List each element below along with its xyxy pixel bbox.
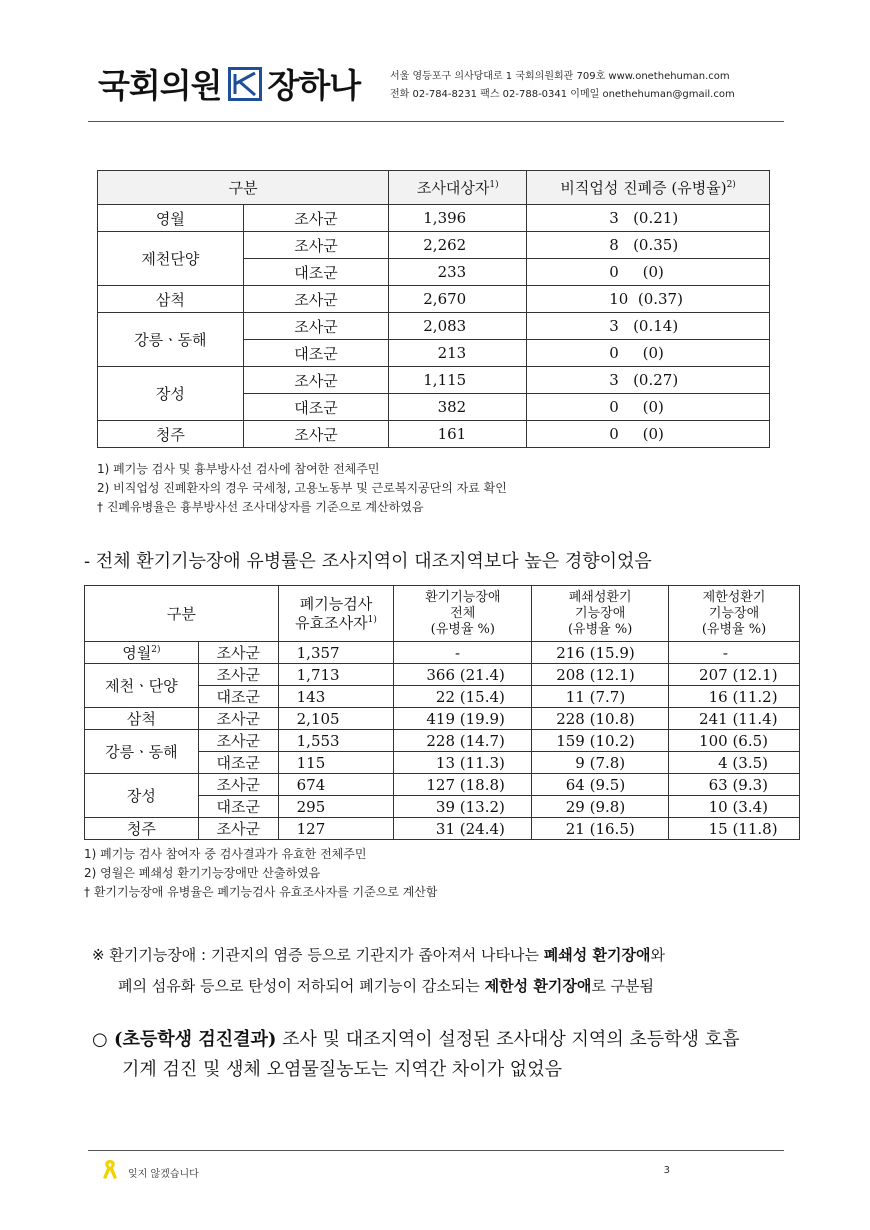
header-valid-subjects: 폐기능검사 유효조사자$^{1)}$ (278, 586, 394, 642)
total-cell: 39 (13.2) (394, 796, 532, 818)
count-cell: 2,670 (389, 286, 527, 313)
table1-footnotes (97, 460, 507, 517)
valid-cell: 2,105 (278, 708, 394, 730)
prevalence-cell: 8 (0.35) (527, 232, 770, 259)
ventilation-table (84, 585, 800, 840)
obstructive-cell: 29 (9.8) (532, 796, 669, 818)
group-cell: 조사군 (198, 730, 278, 752)
table-row (85, 708, 800, 730)
total-cell: 419 (19.9) (394, 708, 532, 730)
region-cell: 영월$^{2)}$ (85, 642, 199, 664)
prevalence-cell: 3 (0.21) (527, 205, 770, 232)
region-cell: 제천ㆍ단양 (85, 664, 199, 708)
group-cell: 조사군 (243, 367, 389, 394)
valid-cell: 1,357 (278, 642, 394, 664)
group-cell: 조사군 (198, 642, 278, 664)
logo-text-right: 장하나 (267, 66, 361, 105)
restrictive-cell: 16 (11.2) (669, 686, 800, 708)
count-cell: 1,115 (389, 367, 527, 394)
header-obstructive: 폐쇄성환기 기능장애 (유병율 %) (532, 586, 669, 642)
region-cell: 제천단양 (98, 232, 244, 286)
region-cell: 장성 (98, 367, 244, 421)
group-cell: 조사군 (198, 664, 278, 686)
prevalence-cell: 0 (0) (527, 394, 770, 421)
group-cell: 조사군 (198, 818, 278, 840)
group-cell: 대조군 (243, 340, 389, 367)
region-cell: 삼척 (98, 286, 244, 313)
restrictive-cell: - (669, 642, 800, 664)
obstructive-cell: 9 (7.8) (532, 752, 669, 774)
group-cell: 조사군 (243, 313, 389, 340)
group-cell: 대조군 (243, 394, 389, 421)
table-header-row (98, 171, 770, 205)
restrictive-cell: 241 (11.4) (669, 708, 800, 730)
count-cell: 1,396 (389, 205, 527, 232)
header-total: 환기기능장애 전체 (유병율 %) (394, 586, 532, 642)
valid-cell: 1,553 (278, 730, 394, 752)
footer-divider (88, 1150, 784, 1151)
table-row (85, 774, 800, 796)
obstructive-cell: 64 (9.5) (532, 774, 669, 796)
logo (98, 60, 360, 107)
header-category: 구분 (85, 586, 279, 642)
table-row (98, 286, 770, 313)
footnote: † 환기기능장애 유병율은 폐기능검사 유효조사자를 기준으로 계산함 (84, 885, 438, 899)
count-cell: 2,083 (389, 313, 527, 340)
restrictive-cell: 15 (11.8) (669, 818, 800, 840)
pneumoconiosis-table (97, 170, 770, 448)
restrictive-cell: 10 (3.4) (669, 796, 800, 818)
total-cell: 127 (18.8) (394, 774, 532, 796)
count-cell: 2,262 (389, 232, 527, 259)
valid-cell: 127 (278, 818, 394, 840)
summary-line: - 전체 환기기능장애 유병률은 조사지역이 대조지역보다 높은 경향이었음 (84, 551, 652, 572)
letterhead (98, 58, 788, 114)
paragraph-heading: (초등학생 검진결과) (107, 1029, 277, 1050)
restrictive-cell: 100 (6.5) (669, 730, 800, 752)
obstructive-cell: 21 (16.5) (532, 818, 669, 840)
prevalence-cell: 0 (0) (527, 421, 770, 448)
footnote: † 진폐유병율은 흉부방사선 조사대상자를 기준으로 계산하였음 (97, 500, 424, 514)
header-divider (88, 121, 784, 122)
valid-cell: 674 (278, 774, 394, 796)
table-row (85, 730, 800, 752)
table-row (85, 664, 800, 686)
count-cell: 382 (389, 394, 527, 421)
table-row (98, 367, 770, 394)
valid-cell: 1,713 (278, 664, 394, 686)
region-cell: 청주 (85, 818, 199, 840)
total-cell: 228 (14.7) (394, 730, 532, 752)
prevalence-cell: 10 (0.37) (527, 286, 770, 313)
obstructive-cell: 11 (7.7) (532, 686, 669, 708)
phone-line: 전화 02-784-8231 팩스 02-788-0341 이메일 onethehuman@gmail.com (390, 89, 735, 100)
header-category: 구분 (98, 171, 389, 205)
region-cell: 강릉ㆍ동해 (98, 313, 244, 367)
obstructive-cell: 159 (10.2) (532, 730, 669, 752)
group-cell: 조사군 (198, 774, 278, 796)
group-cell: 조사군 (243, 232, 389, 259)
header-restrictive: 제한성환기 기능장애 (유병율 %) (669, 586, 800, 642)
obstructive-cell: 216 (15.9) (532, 642, 669, 664)
reference-mark: ※ (92, 946, 105, 964)
restrictive-cell: 4 (3.5) (669, 752, 800, 774)
yellow-ribbon-icon (100, 1158, 120, 1183)
region-cell: 강릉ㆍ동해 (85, 730, 199, 774)
count-cell: 161 (389, 421, 527, 448)
prevalence-cell: 3 (0.27) (527, 367, 770, 394)
table-row (98, 421, 770, 448)
table-row (98, 205, 770, 232)
group-cell: 대조군 (243, 259, 389, 286)
page-number: 3 (663, 1165, 670, 1176)
total-cell: 13 (11.3) (394, 752, 532, 774)
region-cell: 삼척 (85, 708, 199, 730)
group-cell: 대조군 (198, 796, 278, 818)
region-cell: 장성 (85, 774, 199, 818)
group-cell: 조사군 (243, 421, 389, 448)
group-cell: 조사군 (243, 286, 389, 313)
elementary-results-paragraph: ○ (초등학생 검진결과) 조사 및 대조지역이 설정된 조사대상 지역의 초등학생 호흡 기계 검진 및 생체 오염물질농도는 지역간 차이가 없었음 (92, 1029, 740, 1080)
group-cell: 대조군 (198, 752, 278, 774)
contact-info (390, 68, 735, 104)
prevalence-cell: 3 (0.14) (527, 313, 770, 340)
count-cell: 213 (389, 340, 527, 367)
footer-slogan: 잊지 않겠습니다 (128, 1169, 199, 1180)
prevalence-cell: 0 (0) (527, 340, 770, 367)
restrictive-cell: 63 (9.3) (669, 774, 800, 796)
footnote: 1) 폐기능 검사 및 흉부방사선 검사에 참여한 전체주민 (97, 462, 380, 476)
total-cell: - (394, 642, 532, 664)
logo-text-left: 국회의원 (98, 66, 222, 105)
restrictive-term: 제한성 환기장애 (484, 977, 592, 995)
header-subjects: 조사대상자$^{1)}$ (389, 171, 527, 205)
total-cell: 31 (24.4) (394, 818, 532, 840)
obstructive-cell: 228 (10.8) (532, 708, 669, 730)
count-cell: 233 (389, 259, 527, 286)
definition-note: ※ 환기기능장애 : 기관지의 염증 등으로 기관지가 좁아져서 나타나는 폐쇄성 환기장애와 폐의 섬유화 등으로 탄성이 저하되어 폐기능이 감소되는 제한성 환기장애로 구분됨 (92, 946, 665, 995)
footnote: 2) 비직업성 진폐환자의 경우 국세청, 고용노동부 및 근로복지공단의 자료 확인 (97, 481, 507, 495)
region-cell: 청주 (98, 421, 244, 448)
restrictive-cell: 207 (12.1) (669, 664, 800, 686)
valid-cell: 143 (278, 686, 394, 708)
obstructive-cell: 208 (12.1) (532, 664, 669, 686)
region-cell: 영월 (98, 205, 244, 232)
table-row (85, 642, 800, 664)
group-cell: 조사군 (243, 205, 389, 232)
group-cell: 조사군 (198, 708, 278, 730)
checkbox-logo-icon (228, 67, 262, 101)
header-pneumoconiosis: 비직업성 진폐증 (유병율)$^{2)}$ (527, 171, 770, 205)
prevalence-cell: 0 (0) (527, 259, 770, 286)
table-row (98, 232, 770, 259)
table2-footnotes (84, 845, 437, 902)
total-cell: 366 (21.4) (394, 664, 532, 686)
bullet-circle: ○ (92, 1029, 108, 1050)
valid-cell: 295 (278, 796, 394, 818)
valid-cell: 115 (278, 752, 394, 774)
footnote: 2) 영월은 폐쇄성 환기기능장애만 산출하였음 (84, 866, 321, 880)
obstructive-term: 폐쇄성 환기장애 (543, 946, 651, 964)
address-line: 서울 영등포구 의사당대로 1 국회의원회관 709호 www.onethehuman.com (390, 71, 730, 82)
table-header-row (85, 586, 800, 642)
footnote: 1) 폐기능 검사 참여자 중 검사결과가 유효한 전체주민 (84, 847, 367, 861)
table-row (85, 818, 800, 840)
table-row (98, 313, 770, 340)
group-cell: 대조군 (198, 686, 278, 708)
total-cell: 22 (15.4) (394, 686, 532, 708)
